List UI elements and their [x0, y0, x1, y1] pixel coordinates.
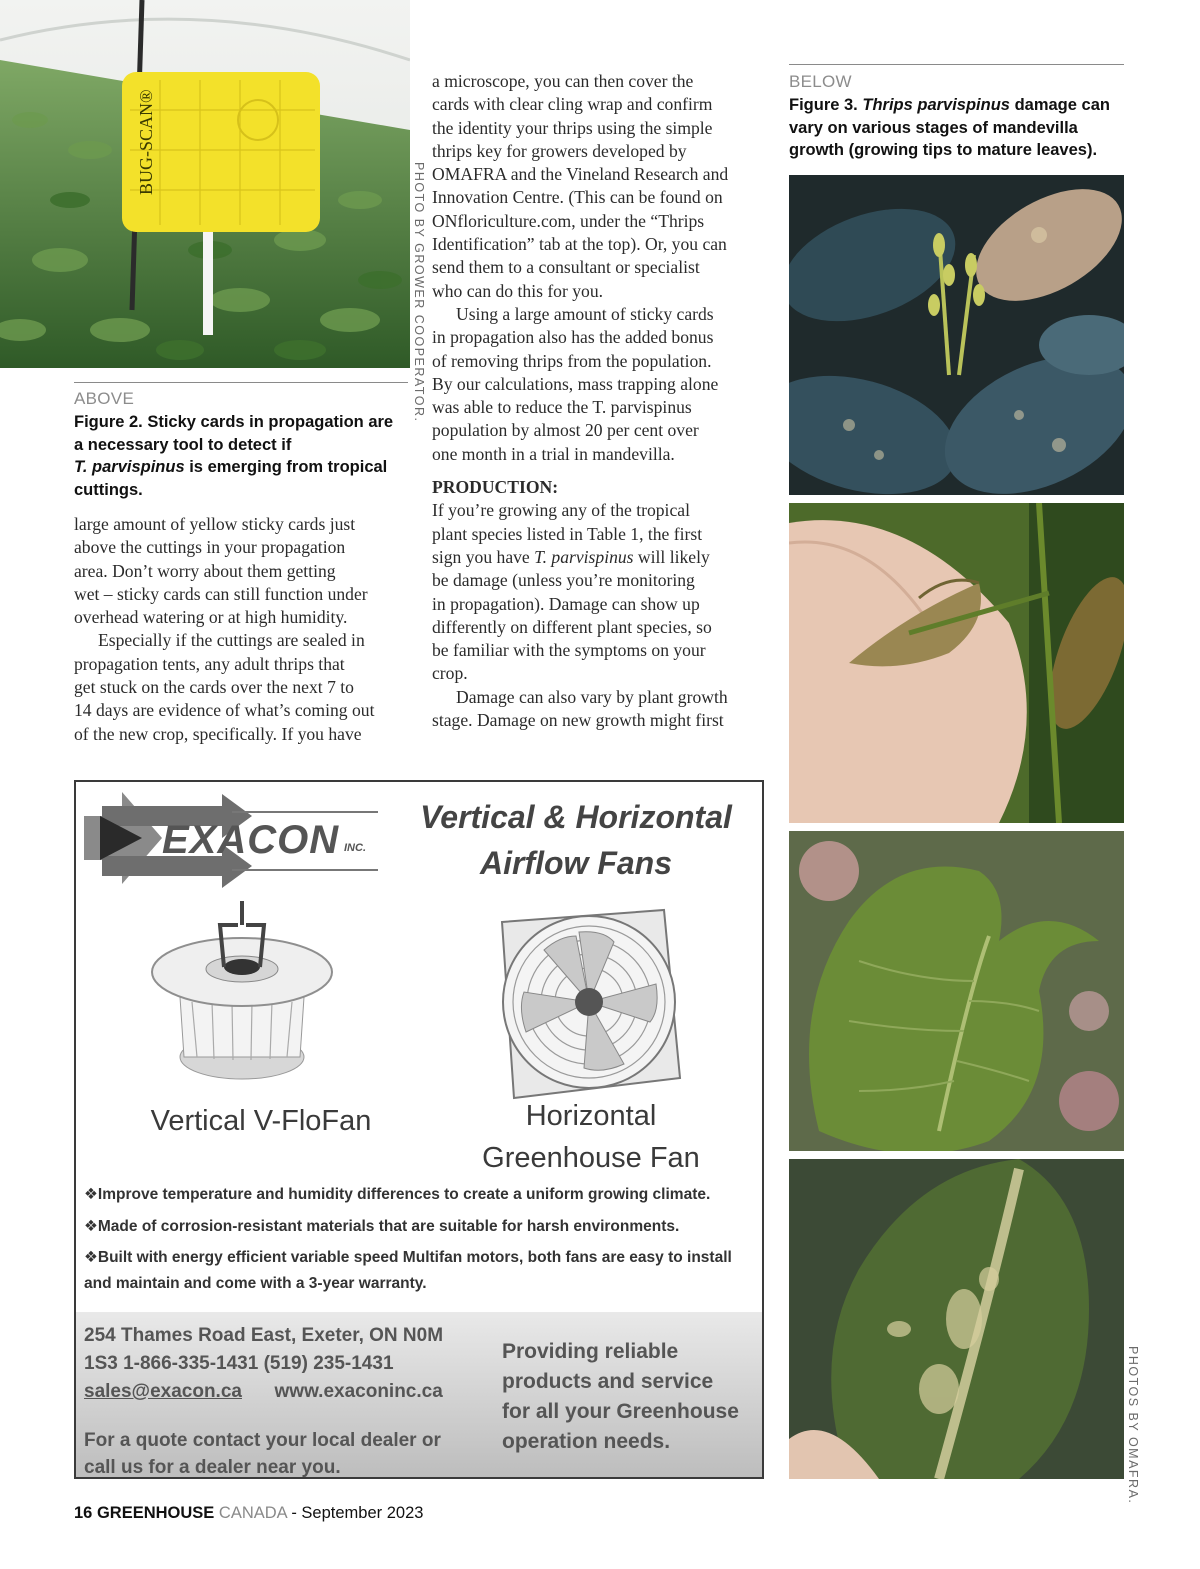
ad-quote-text: For a quote contact your local dealer or call us for a dealer near you.: [84, 1430, 441, 1478]
figure2-caption-rule: [74, 382, 408, 383]
magazine-name-light: CANADA: [218, 1504, 287, 1522]
exacon-advertisement[interactable]: [74, 780, 764, 1479]
page-number: 16: [74, 1504, 93, 1522]
middle-paragraph-3: If you’re growing any of the tropical plant species listed in Table 1, the first sign you have T. parvispinus will likely be damage (unless you’re monitoring in propagation). Damage can show up differently on different plant species, so be familiar with the symptoms on your crop.: [432, 500, 712, 684]
left-paragraph-1: large amount of yellow sticky cards just above the cuttings in your propagation area. Don’t worry about them getting wet – sticky cards can still function under overhead watering or at high humidity.: [74, 514, 368, 628]
ad-feature-item: ❖Built with energy efficient variable speed Multifan motors, both fans are easy to install and maintain and come with a 3-year warranty.: [84, 1249, 732, 1292]
ad-feature-list: [84, 1182, 754, 1302]
product-horizontal-greenhouse-fan: Horizontal Greenhouse Fan: [482, 1100, 700, 1174]
figure3-photo-hand-leaf: [789, 503, 1124, 823]
ad-email-link[interactable]: sales@exacon.ca: [84, 1381, 242, 1402]
middle-paragraph-2: Using a large amount of sticky cards in propagation also has the added bonus of removing thrips from the population. By our calculations, mass trapping alone was able to reduce the T. parvispinus population by almost 20 per cent over one month in a trial in mandevilla.: [432, 303, 719, 464]
horizontal-fan-icon: [484, 902, 694, 1102]
vertical-fan-icon: [142, 897, 342, 1087]
ad-website-link[interactable]: www.exaconinc.ca: [274, 1381, 443, 1402]
ad-tagline: Providing reliable products and service for all your Greenhouse operation needs.: [502, 1340, 739, 1453]
exacon-logo-suffix: INC.: [344, 842, 366, 854]
bug-scan-card-text: BUG-SCAN®: [136, 89, 156, 195]
figure3-photo-growing-tips: [789, 175, 1124, 495]
magazine-name: GREENHOUSE: [96, 1504, 215, 1522]
figure3-caption: Figure 3. Thrips parvispinus damage can vary on various stages of mandevilla growth (growing tips to mature leaves).: [789, 96, 1110, 159]
exacon-logo-text: EXACON: [162, 818, 340, 862]
issue-date: - September 2023: [286, 1504, 424, 1522]
page-footer: [74, 1504, 423, 1523]
figure2-caption-label: ABOVE: [74, 389, 135, 408]
middle-paragraph-4: Damage can also vary by plant growth stage. Damage on new growth might first: [432, 686, 728, 731]
figure3-caption-rule: [789, 64, 1124, 65]
left-paragraph-2: Especially if the cuttings are sealed in propagation tents, any adult thrips that get stuck on the cards over the next 7 to 14 days are evidence of what’s coming out of the new crop, specifically. If you have: [74, 630, 375, 744]
ad-contact-info: [84, 1322, 443, 1406]
middle-paragraph-1: a microscope, you can then cover the cards with clear cling wrap and confirm the identity your thrips using the simple thrips key for growers developed by OMAFRA and the Vineland Research and Innovation Centre. (This can be found on ONfloriculture.com, under the “Thrips Identification” tab at the top). Or, you can send them to a consultant or specialist who can do this for you.: [432, 71, 729, 301]
ad-headline: Vertical & Horizontal Airflow Fans: [420, 799, 732, 881]
figure3-photo-credit: PHOTOS BY OMAFRA.: [1126, 1346, 1140, 1505]
figure2-caption: Figure 2. Sticky cards in propagation are a necessary tool to detect if T. parvispinus is emerging from tropical cuttings.: [74, 413, 394, 499]
ad-feature-item: ❖Improve temperature and humidity differences to create a uniform growing climate.: [84, 1186, 711, 1203]
figure2-photo-credit: PHOTO BY GROWER COOPERATOR.: [412, 162, 426, 423]
ad-address-line-2: 1S3 1-866-335-1431 (519) 235-1431: [84, 1353, 394, 1374]
ad-address-line-1: 254 Thames Road East, Exeter, ON N0M: [84, 1325, 444, 1346]
figure2-photo: [0, 0, 410, 368]
production-heading: PRODUCTION:: [432, 477, 559, 498]
product-vertical-vflofan: Vertical V-FloFan: [150, 1105, 372, 1137]
left-body-column: [74, 513, 414, 746]
figure3-caption-label: BELOW: [789, 72, 852, 91]
middle-body-column: [432, 70, 772, 732]
ad-feature-item: ❖Made of corrosion-resistant materials that are suitable for harsh environments.: [84, 1217, 680, 1235]
figure3-photo-mature-leaf: [789, 1159, 1124, 1479]
figure3-photo-curled-leaf: [789, 831, 1124, 1151]
